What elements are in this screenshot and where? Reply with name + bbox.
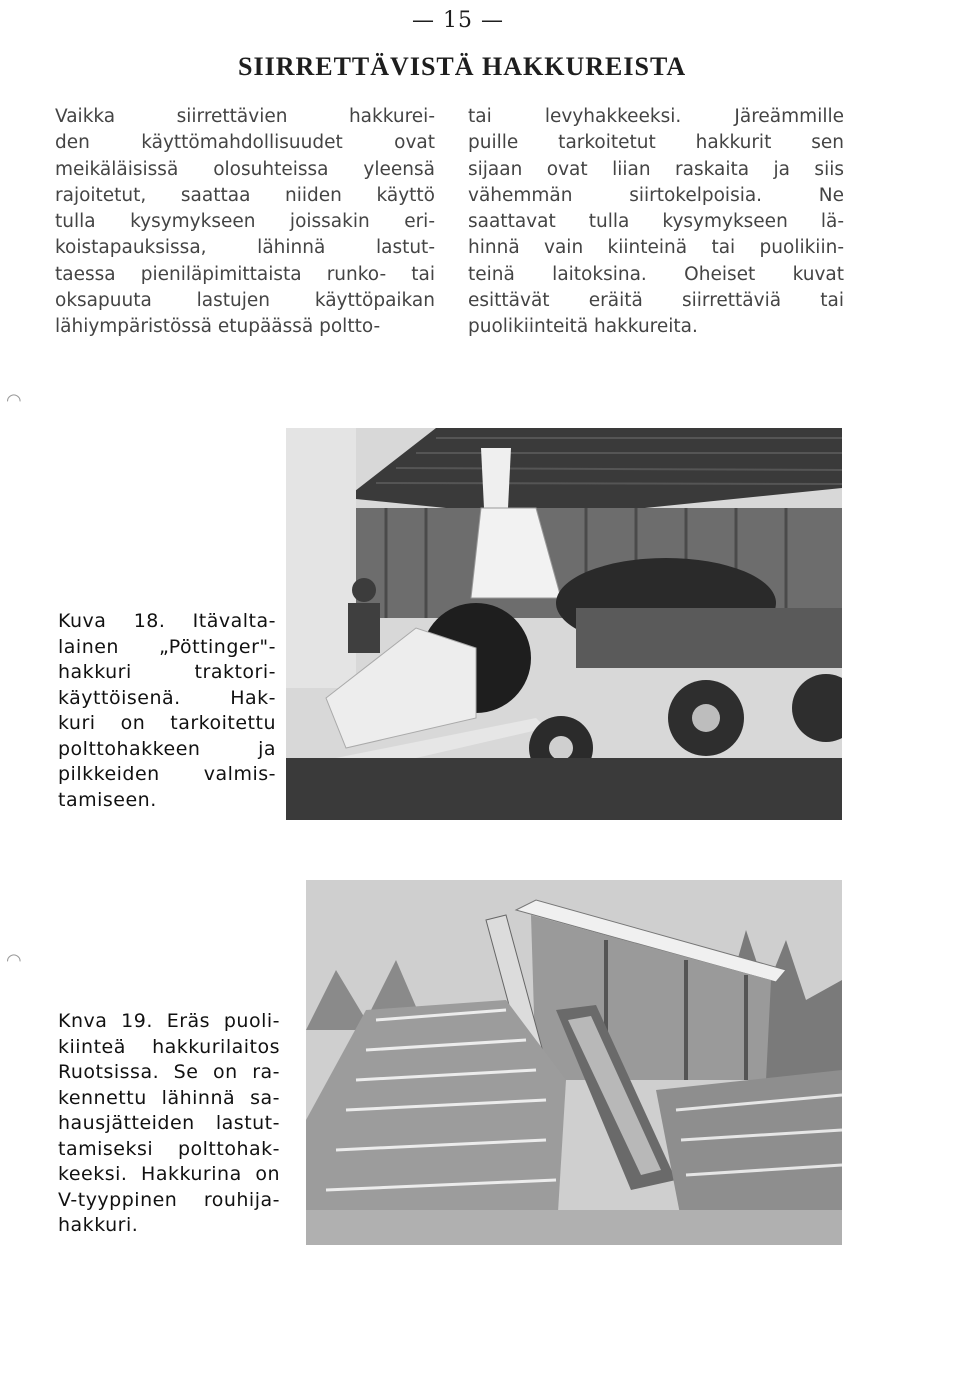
scan-mark: ◠ bbox=[6, 390, 22, 411]
caption-line: lainen „Pöttinger"- bbox=[58, 635, 276, 658]
caption-line: hakkuri. bbox=[58, 1214, 139, 1236]
caption-line: hakkuri traktori- bbox=[58, 661, 276, 683]
text-line: Vaikka siirrettävien hakkurei- bbox=[55, 106, 435, 127]
text-line: lähiympäristössä etupäässä poltto- bbox=[55, 316, 381, 338]
caption-line: tamiseksi polttohak- bbox=[58, 1137, 280, 1160]
text-line: saattavat tulla kysymykseen lä- bbox=[468, 211, 844, 233]
figure-19-photo bbox=[306, 880, 842, 1245]
caption-line: kuri on tarkoitettu bbox=[58, 712, 276, 734]
text-line: puolikiinteitä hakkureita. bbox=[468, 316, 698, 338]
intro-text-right bbox=[468, 104, 844, 341]
caption-line: Kuva 18. Itävalta- bbox=[58, 610, 276, 632]
caption-line: Ruotsissa. Se on ra- bbox=[58, 1061, 280, 1083]
text-line: tai levyhakkeeksi. Järeämmille bbox=[468, 106, 844, 127]
text-line: meikäläisissä olosuhteissa yleensä bbox=[55, 158, 435, 180]
text-line: tulla kysymykseen joissakin eri- bbox=[55, 211, 435, 233]
text-line: den käyttömahdollisuudet ovat bbox=[55, 132, 435, 154]
caption-line: kennettu lähinnä sa- bbox=[58, 1086, 280, 1109]
text-line: esittävät eräitä siirrettäviä tai bbox=[468, 290, 844, 312]
text-line: sijaan ovat liian raskaita ja siis bbox=[468, 158, 844, 180]
text-line: teinä laitoksina. Oheiset kuvat bbox=[468, 263, 844, 285]
text-line: koistapauksissa, lähinnä lastut- bbox=[55, 237, 435, 259]
text-line: taessa pieniläpimittaista runko- tai bbox=[55, 263, 435, 285]
text-line: hinnä vain kiinteinä tai puolikiin- bbox=[468, 237, 844, 259]
figure-19-caption bbox=[58, 1009, 280, 1239]
page-number: — 15 — bbox=[412, 8, 504, 33]
text-line: rajoitetut, saattaa niiden käyttö bbox=[55, 184, 435, 206]
scan-mark: ◠ bbox=[6, 950, 22, 971]
figure-18-photo bbox=[286, 428, 842, 820]
caption-line: keeksi. Hakkurina on bbox=[58, 1163, 280, 1185]
caption-line: polttohakkeen ja bbox=[58, 737, 276, 760]
page-title: SIIRRETTÄVISTÄ HAKKUREISTA bbox=[238, 52, 687, 81]
text-line: puille tarkoitetut hakkurit sen bbox=[468, 132, 844, 154]
caption-line: Knva 19. Eräs puoli- bbox=[58, 1010, 280, 1032]
caption-line: pilkkeiden valmis- bbox=[58, 763, 276, 785]
text-line: vähemmän siirtokelpoisia. Ne bbox=[468, 184, 844, 206]
caption-line: kiinteä hakkurilaitos bbox=[58, 1035, 280, 1058]
caption-line: tamiseen. bbox=[58, 788, 157, 811]
text-line: oksapuuta lastujen käyttöpaikan bbox=[55, 290, 435, 312]
caption-line: hausjätteiden lastut- bbox=[58, 1112, 280, 1134]
caption-line: käyttöisenä. Hak- bbox=[58, 686, 276, 709]
intro-text-left bbox=[55, 104, 435, 341]
caption-line: V-tyyppinen rouhija- bbox=[58, 1188, 280, 1211]
figure-18-caption bbox=[58, 609, 276, 813]
